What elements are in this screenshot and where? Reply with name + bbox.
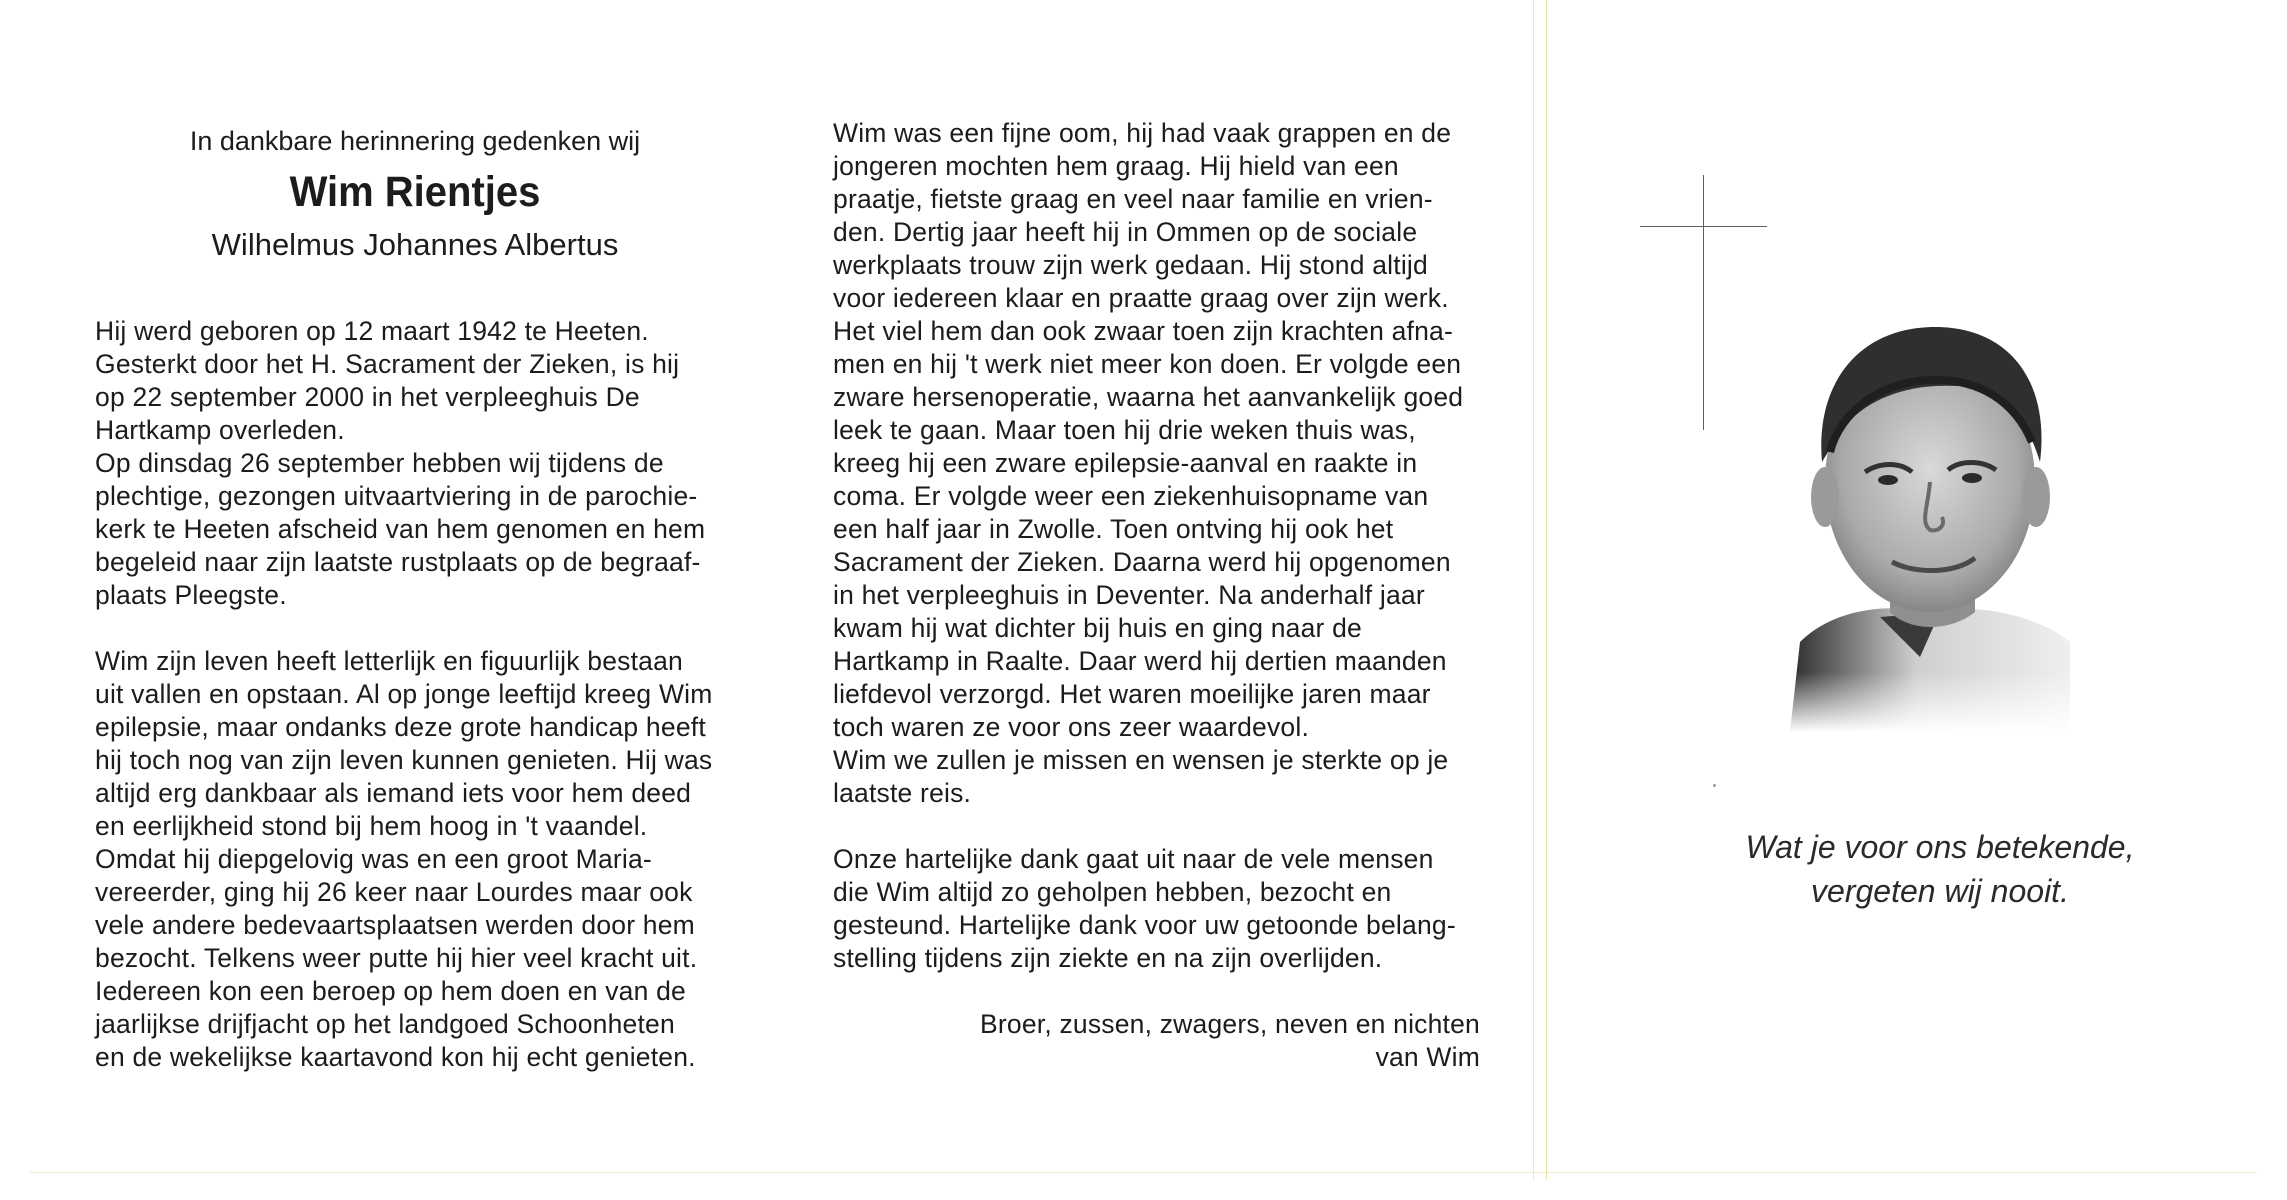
text-line: bezocht. Telkens weer putte hij hier veel kracht uit. xyxy=(95,943,698,973)
text-line: men en hij 't werk niet meer kon doen. Er volgde een xyxy=(833,349,1462,379)
text-line: altijd erg dankbaar als iemand iets voor hem deed xyxy=(95,778,692,808)
text-line: op 22 september 2000 in het verpleeghuis De xyxy=(95,382,640,412)
text-line: Hartkamp in Raalte. Daar werd hij dertien maanden xyxy=(833,646,1447,676)
text-line: zware hersenoperatie, waarna het aanvankelijk goed xyxy=(833,382,1464,412)
text-line: in het verpleeghuis in Deventer. Na anderhalf jaar xyxy=(833,580,1425,610)
text-line: Hartkamp overleden. xyxy=(95,415,345,445)
text-line: plaats Pleegste. xyxy=(95,580,287,610)
text-line: Iedereen kon een beroep op hem doen en van de xyxy=(95,976,686,1006)
text-line: Sacrament der Zieken. Daarna werd hij opgenomen xyxy=(833,547,1451,577)
biography-paragraph-2 xyxy=(95,645,735,1074)
text-line: vele andere bedevaartsplaatsen werden door hem xyxy=(95,910,695,940)
card-header xyxy=(95,120,735,268)
fold-line xyxy=(1546,0,1547,1180)
biography-paragraph-1 xyxy=(95,315,735,612)
text-line: liefdevol verzorgd. Het waren moeilijke jaren maar xyxy=(833,679,1431,709)
paragraph-gap xyxy=(833,810,1493,843)
intro-text: In dankbare herinnering gedenken wij xyxy=(189,126,641,156)
text-line: uit vallen en opstaan. Al op jonge leeftijd kreeg Wim xyxy=(95,679,713,709)
text-line: een half jaar in Zwolle. Toen ontving hij ook het xyxy=(833,514,1394,544)
text-line: stelling tijdens zijn ziekte en na zijn overlijden. xyxy=(833,943,1383,973)
text-line: jongeren mochten hem graag. Hij hield van een xyxy=(833,151,1399,181)
cross-icon-vertical xyxy=(1703,175,1704,430)
portrait-photo xyxy=(1770,312,2090,732)
card-edge xyxy=(30,1172,2257,1173)
fold-line xyxy=(1533,0,1534,1180)
text-line: werkplaats trouw zijn werk gedaan. Hij stond altijd xyxy=(833,250,1428,280)
portrait-illustration xyxy=(1770,312,2090,732)
text-line: Onze hartelijke dank gaat uit naar de vele mensen xyxy=(833,844,1434,874)
text-line: Wim zijn leven heeft letterlijk en figuurlijk bestaan xyxy=(95,646,683,676)
text-line: plechtige, gezongen uitvaartviering in de parochie- xyxy=(95,481,698,511)
text-line: epilepsie, maar ondanks deze grote handicap heeft xyxy=(95,712,706,742)
thanks-paragraph xyxy=(833,843,1493,975)
text-line: kwam hij wat dichter bij huis en ging naar de xyxy=(833,613,1362,643)
text-line: praatje, fietste graag en veel naar familie en vrien- xyxy=(833,184,1433,214)
text-line: den. Dertig jaar heeft hij in Ommen op de sociale xyxy=(833,217,1418,247)
speck xyxy=(1713,784,1716,787)
text-line: en eerlijkheid stond bij hem hoog in 't vaandel. xyxy=(95,811,648,841)
text-line: voor iedereen klaar en praatte graag over zijn werk. xyxy=(833,283,1449,313)
paragraph-gap xyxy=(833,975,1493,1008)
text-line: Op dinsdag 26 september hebben wij tijdens de xyxy=(95,448,664,478)
text-line: Wim we zullen je missen en wensen je sterkte op je xyxy=(833,745,1449,775)
deceased-name: Wim Rientjes xyxy=(289,168,541,216)
text-line: Omdat hij diepgelovig was en een groot Maria- xyxy=(95,844,652,874)
text-line: Wim was een fijne oom, hij had vaak grappen en de xyxy=(833,118,1452,148)
memories-paragraph xyxy=(833,117,1493,810)
text-line: leek te gaan. Maar toen hij drie weken thuis was, xyxy=(833,415,1416,445)
right-text-column xyxy=(833,117,1493,1074)
text-line: kerk te Heeten afscheid van hem genomen en hem xyxy=(95,514,706,544)
text-line: jaarlijkse drijfjacht op het landgoed Schoonheten xyxy=(95,1009,675,1039)
text-line: coma. Er volgde weer een ziekenhuisopname van xyxy=(833,481,1429,511)
left-text-column xyxy=(95,315,735,1074)
text-line: hij toch nog van zijn leven kunnen genieten. Hij was xyxy=(95,745,713,775)
quote-line: Wat je voor ons betekende, xyxy=(1745,829,2135,865)
text-line: die Wim altijd zo geholpen hebben, bezocht en xyxy=(833,877,1392,907)
text-line: begeleid naar zijn laatste rustplaats op de begraaf- xyxy=(95,547,701,577)
memorial-quote xyxy=(1660,825,2220,913)
text-line: Gesterkt door het H. Sacrament der Zieken, is hij xyxy=(95,349,680,379)
paragraph-gap xyxy=(95,612,735,645)
text-line: vereerder, ging hij 26 keer naar Lourdes maar ook xyxy=(95,877,693,907)
quote-line: vergeten wij nooit. xyxy=(1811,873,2069,909)
text-line: van Wim xyxy=(1375,1042,1480,1072)
family-signature xyxy=(833,1008,1480,1074)
text-line: Broer, zussen, zwagers, neven en nichten xyxy=(979,1009,1480,1039)
text-line: en de wekelijkse kaartavond kon hij echt genieten. xyxy=(95,1042,696,1072)
text-line: gesteund. Hartelijke dank voor uw getoonde belang- xyxy=(833,910,1456,940)
deceased-full-name: Wilhelmus Johannes Albertus xyxy=(211,227,619,262)
text-line: toch waren ze voor ons zeer waardevol. xyxy=(833,712,1310,742)
text-line: Hij werd geboren op 12 maart 1942 te Heeten. xyxy=(95,316,649,346)
text-line: laatste reis. xyxy=(833,778,972,808)
text-line: Het viel hem dan ook zwaar toen zijn krachten afna- xyxy=(833,316,1454,346)
text-line: kreeg hij een zware epilepsie-aanval en raakte in xyxy=(833,448,1418,478)
